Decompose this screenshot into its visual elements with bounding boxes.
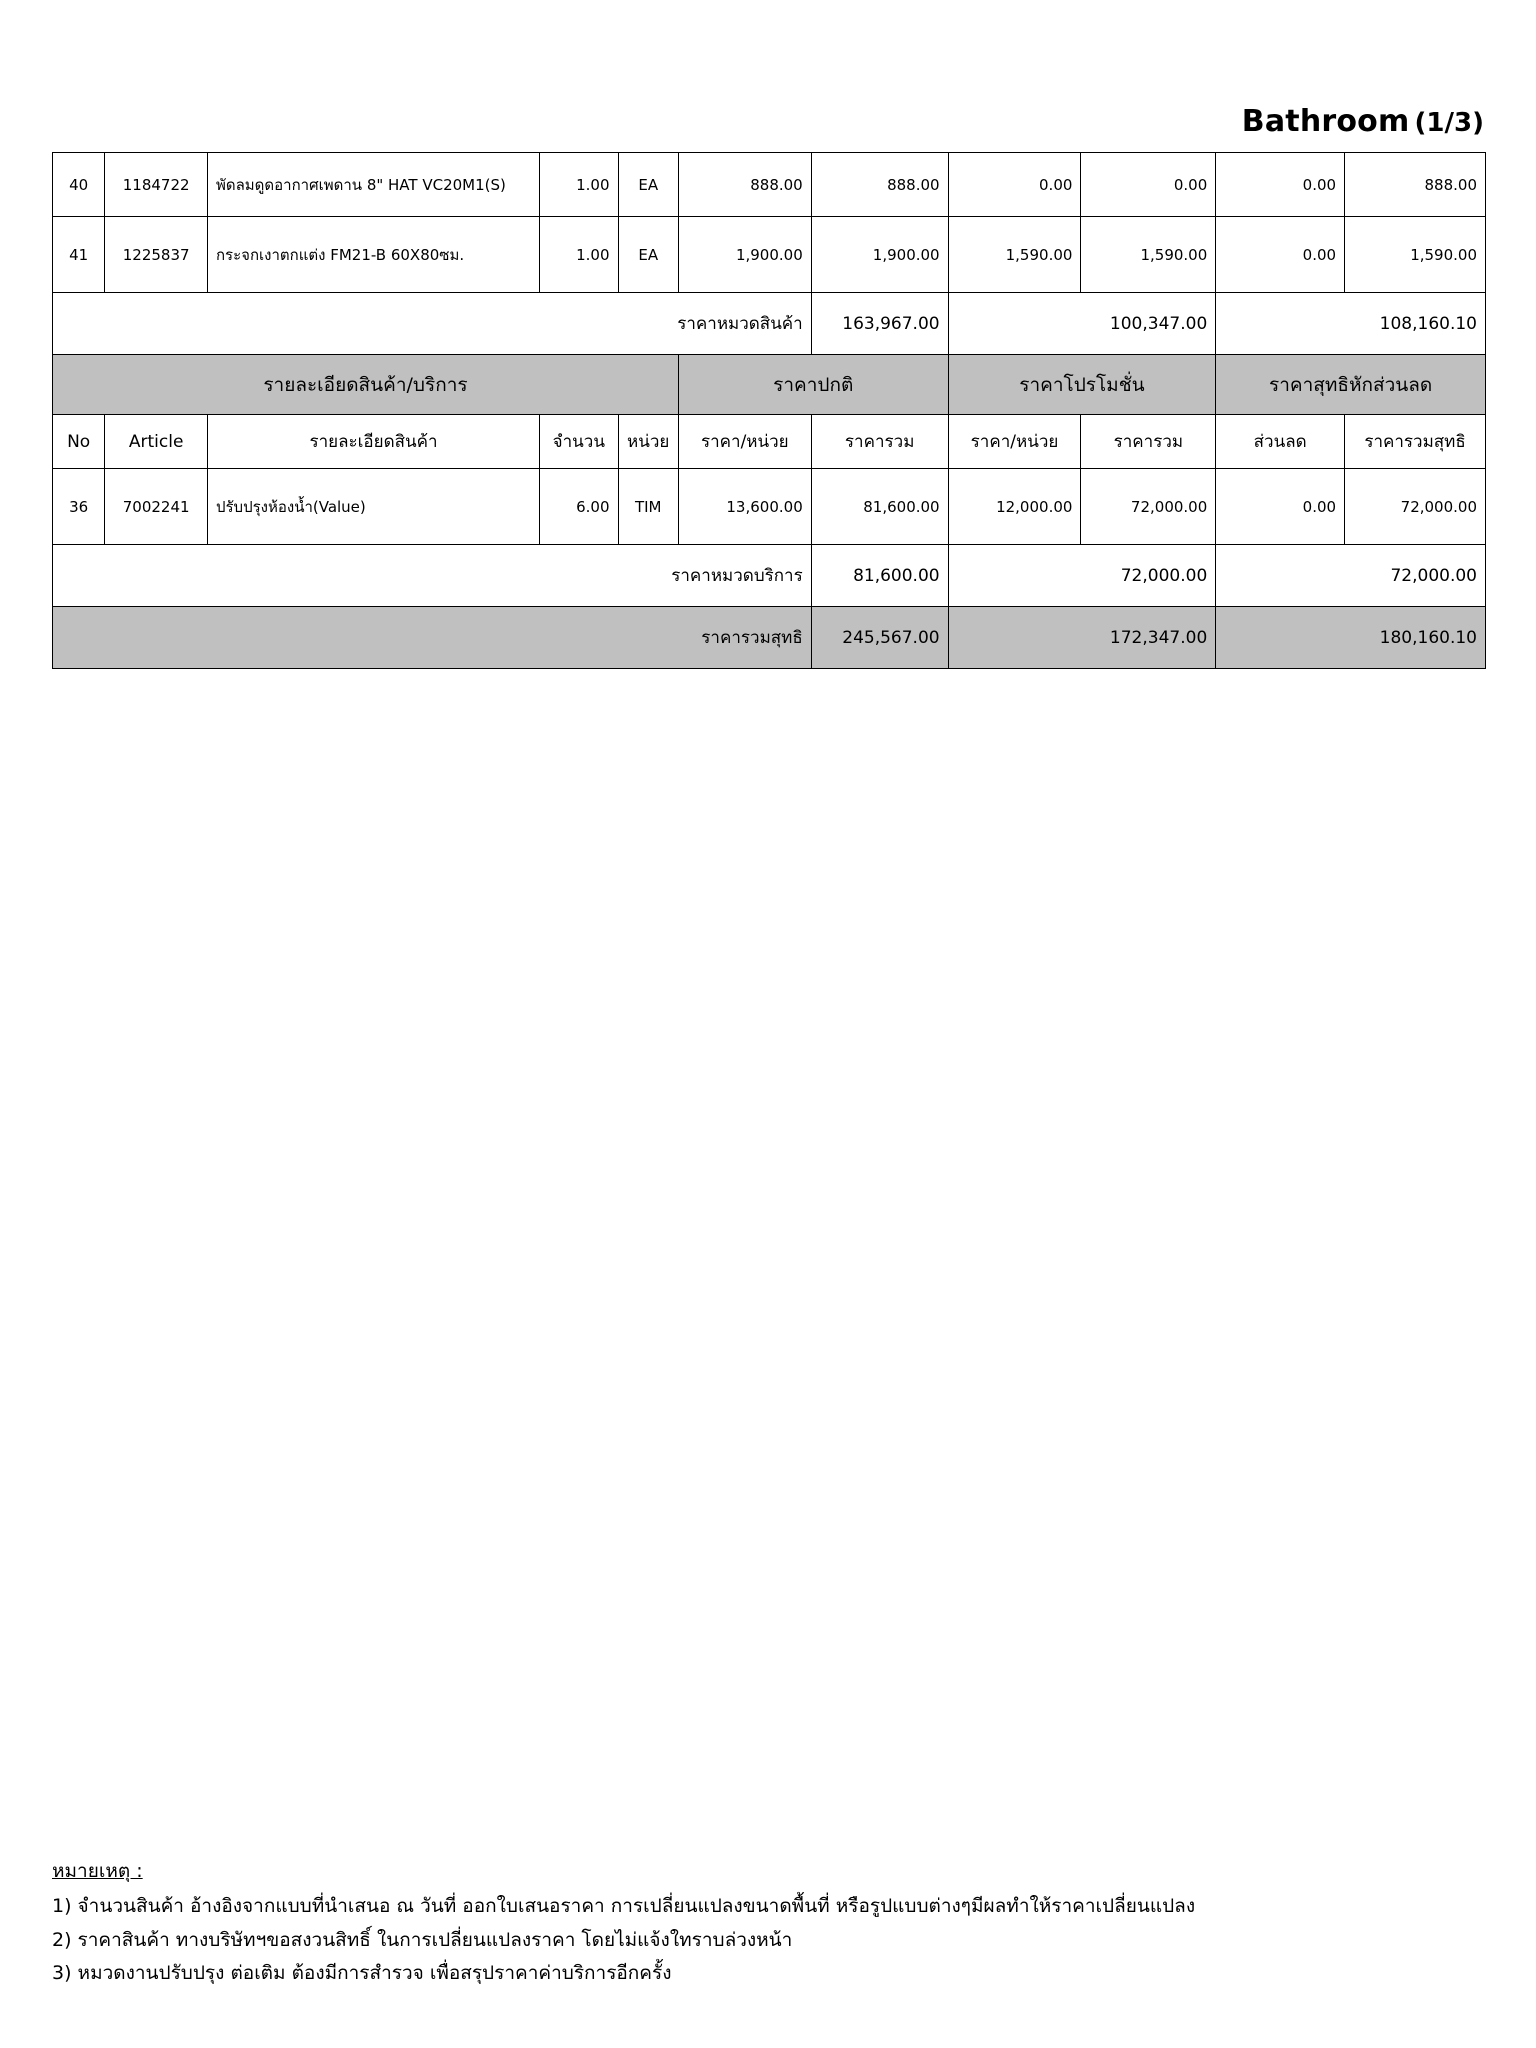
- cell-discount: 0.00: [1216, 217, 1345, 293]
- cell-price-total: 81,600.00: [811, 469, 948, 545]
- service-summary-label: ราคาหมวดบริการ: [53, 545, 812, 607]
- product-summary-label: ราคาหมวดสินค้า: [53, 293, 812, 355]
- service-summary-price-total: 81,600.00: [811, 545, 948, 607]
- cell-net-total: 888.00: [1345, 153, 1486, 217]
- group-header-promo-price: ราคาโปรโมชั่น: [948, 355, 1216, 415]
- cell-net-total: 1,590.00: [1345, 217, 1486, 293]
- page-title-sub: (1/3): [1414, 108, 1484, 138]
- grand-total-label: ราคารวมสุทธิ: [53, 607, 812, 669]
- grand-total-price-total: 245,567.00: [811, 607, 948, 669]
- quotation-table: [52, 152, 1486, 669]
- group-header-net-price: ราคาสุทธิหักส่วนลด: [1216, 355, 1486, 415]
- cell-price-unit: 13,600.00: [678, 469, 811, 545]
- note-line-1: 1) จำนวนสินค้า อ้างอิงจากแบบที่นำเสนอ ณ วันที่ ออกใบเสนอราคา การเปลี่ยนแปลงขนาดพื้นที่ หรือรูปแบบต่างๆมีผลทำให้ราคาเปลี่ยนแปลง: [52, 1895, 1196, 1918]
- page-title: [1242, 104, 1484, 139]
- product-summary-promo-total: 100,347.00: [948, 293, 1216, 355]
- product-summary-price-total: 163,967.00: [811, 293, 948, 355]
- column-header-price-unit: ราคา/หน่วย: [678, 415, 811, 469]
- cell-promo-total: 72,000.00: [1081, 469, 1216, 545]
- column-header-no: No: [53, 415, 105, 469]
- column-header-qty: จำนวน: [540, 415, 618, 469]
- cell-qty: 6.00: [540, 469, 618, 545]
- cell-qty: 1.00: [540, 153, 618, 217]
- service-summary-promo-total: 72,000.00: [948, 545, 1216, 607]
- column-header-promo-unit: ราคา/หน่วย: [948, 415, 1081, 469]
- page-title-main: Bathroom: [1241, 104, 1410, 139]
- cell-description: ปรับปรุงห้องน้ำ(Value): [207, 469, 539, 545]
- product-summary-net-total: 108,160.10: [1216, 293, 1486, 355]
- cell-promo-unit: 0.00: [948, 153, 1081, 217]
- cell-description: พัดลมดูดอากาศเพดาน 8" HAT VC20M1(S): [207, 153, 539, 217]
- cell-price-total: 888.00: [811, 153, 948, 217]
- column-header-discount: ส่วนลด: [1216, 415, 1345, 469]
- cell-discount: 0.00: [1216, 153, 1345, 217]
- notes-heading: หมายเหตุ :: [52, 1860, 143, 1882]
- cell-price-unit: 1,900.00: [678, 217, 811, 293]
- service-summary-row: [53, 545, 1486, 607]
- column-header-desc: รายละเอียดสินค้า: [207, 415, 539, 469]
- note-line-2: 2) ราคาสินค้า ทางบริษัทฯขอสงวนสิทธิ์ ในการเปลี่ยนแปลงราคา โดยไม่แจ้งใทราบล่วงหน้า: [52, 1928, 793, 1951]
- cell-promo-total: 1,590.00: [1081, 217, 1216, 293]
- cell-net-total: 72,000.00: [1345, 469, 1486, 545]
- grand-total-promo-total: 172,347.00: [948, 607, 1216, 669]
- group-header-row: [53, 355, 1486, 415]
- service-summary-net-total: 72,000.00: [1216, 545, 1486, 607]
- cell-no: 41: [53, 217, 105, 293]
- table-row: [53, 153, 1486, 217]
- cell-promo-unit: 12,000.00: [948, 469, 1081, 545]
- table-row: [53, 217, 1486, 293]
- note-line-3: 3) หมวดงานปรับปรุง ต่อเติม ต้องมีการสำรวจ เพื่อสรุปราคาค่าบริการอีกครั้ง: [52, 1961, 672, 1984]
- cell-no: 40: [53, 153, 105, 217]
- cell-no: 36: [53, 469, 105, 545]
- grand-total-net-total: 180,160.10: [1216, 607, 1486, 669]
- cell-price-unit: 888.00: [678, 153, 811, 217]
- cell-promo-unit: 1,590.00: [948, 217, 1081, 293]
- cell-promo-total: 0.00: [1081, 153, 1216, 217]
- cell-qty: 1.00: [540, 217, 618, 293]
- grand-total-row: [53, 607, 1486, 669]
- table-row: [53, 469, 1486, 545]
- cell-unit: TIM: [618, 469, 678, 545]
- cell-price-total: 1,900.00: [811, 217, 948, 293]
- column-header-article: Article: [105, 415, 208, 469]
- cell-description: กระจกเงาตกแต่ง FM21-B 60X80ซม.: [207, 217, 539, 293]
- notes-section: [52, 1855, 1452, 1990]
- group-header-detail: รายละเอียดสินค้า/บริการ: [53, 355, 679, 415]
- cell-article: 1184722: [105, 153, 208, 217]
- cell-discount: 0.00: [1216, 469, 1345, 545]
- cell-unit: EA: [618, 217, 678, 293]
- column-header-unit: หน่วย: [618, 415, 678, 469]
- column-header-row: [53, 415, 1486, 469]
- column-header-promo-total: ราคารวม: [1081, 415, 1216, 469]
- product-summary-row: [53, 293, 1486, 355]
- column-header-net-total: ราคารวมสุทธิ: [1345, 415, 1486, 469]
- group-header-normal-price: ราคาปกติ: [678, 355, 948, 415]
- column-header-price-total: ราคารวม: [811, 415, 948, 469]
- cell-article: 7002241: [105, 469, 208, 545]
- cell-unit: EA: [618, 153, 678, 217]
- cell-article: 1225837: [105, 217, 208, 293]
